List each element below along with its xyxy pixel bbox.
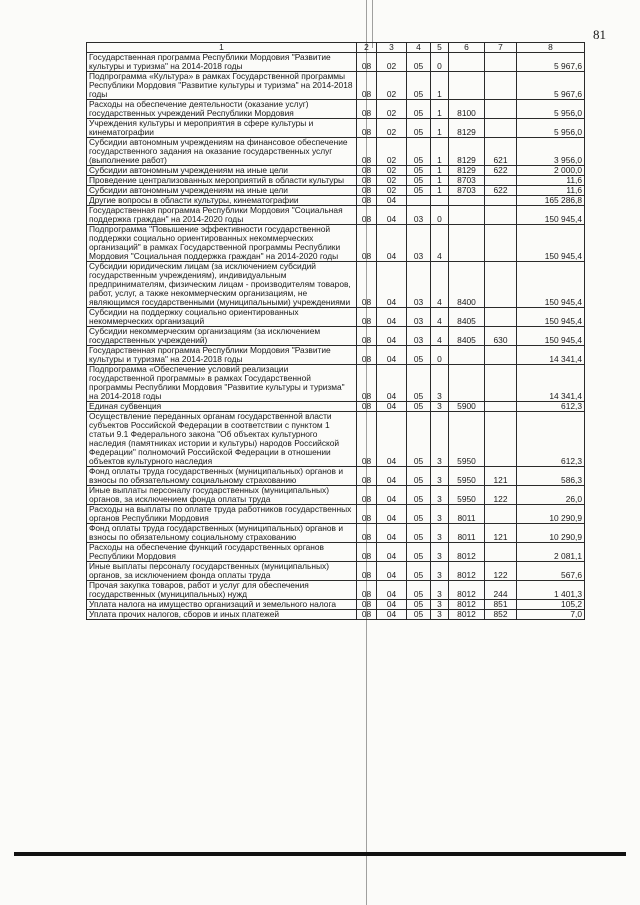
target-article-code bbox=[449, 225, 485, 262]
subsection-code: 02 bbox=[377, 53, 407, 72]
row-name: Прочая закупка товаров, работ и услуг для обеспечения государственных (муниципальных) нужд bbox=[87, 581, 357, 600]
target-article-code: 5950 bbox=[449, 486, 485, 505]
table-row bbox=[87, 346, 585, 365]
program-code: 05 bbox=[407, 119, 431, 138]
table-row bbox=[87, 600, 585, 610]
target-article-code: 8012 bbox=[449, 543, 485, 562]
amount: 10 290,9 bbox=[517, 524, 585, 543]
row-name: Субсидии юридическим лицам (за исключением субсидий государственным учреждениям), индивидуальным предпринимателям, физическим лицам - производителям товаров, работ, услуг, а также некоммерческим организациям, не являющимся государственными (муниципальными) учреждениями bbox=[87, 262, 357, 308]
program-code: 03 bbox=[407, 206, 431, 225]
subprogram-code: 3 bbox=[431, 524, 449, 543]
section-code: 08 bbox=[357, 610, 377, 620]
subsection-code: 04 bbox=[377, 206, 407, 225]
target-article-code: 8012 bbox=[449, 600, 485, 610]
subsection-code: 02 bbox=[377, 72, 407, 100]
target-article-code: 8703 bbox=[449, 186, 485, 196]
subprogram-code: 3 bbox=[431, 486, 449, 505]
row-name: Государственная программа Республики Мордовия "Социальная поддержка граждан" на 2014-2020 годы bbox=[87, 206, 357, 225]
target-article-code: 5950 bbox=[449, 467, 485, 486]
expense-type-code bbox=[485, 53, 517, 72]
expense-type-code bbox=[485, 225, 517, 262]
subsection-code: 04 bbox=[377, 402, 407, 412]
column-header-6: 6 bbox=[449, 43, 485, 53]
amount: 612,3 bbox=[517, 402, 585, 412]
amount: 567,6 bbox=[517, 562, 585, 581]
row-name: Единая субвенция bbox=[87, 402, 357, 412]
amount: 2 000,0 bbox=[517, 166, 585, 176]
expense-type-code bbox=[485, 262, 517, 308]
target-article-code: 8012 bbox=[449, 610, 485, 620]
expense-type-code bbox=[485, 346, 517, 365]
amount: 2 081,1 bbox=[517, 543, 585, 562]
subsection-code: 04 bbox=[377, 196, 407, 206]
column-header-1: 1 bbox=[87, 43, 357, 53]
section-code: 08 bbox=[357, 562, 377, 581]
subsection-code: 04 bbox=[377, 346, 407, 365]
expense-type-code bbox=[485, 176, 517, 186]
row-name: Расходы на обеспечение деятельности (оказание услуг) государственных учреждений Республики Мордовия bbox=[87, 100, 357, 119]
target-article-code: 8129 bbox=[449, 166, 485, 176]
subprogram-code: 1 bbox=[431, 186, 449, 196]
row-name: Государственная программа Республики Мордовия "Развитие культуры и туризма" на 2014-2018 годы bbox=[87, 346, 357, 365]
program-code: 05 bbox=[407, 600, 431, 610]
target-article-code: 8012 bbox=[449, 581, 485, 600]
table-row bbox=[87, 119, 585, 138]
subprogram-code: 0 bbox=[431, 346, 449, 365]
program-code: 05 bbox=[407, 402, 431, 412]
target-article-code bbox=[449, 206, 485, 225]
subprogram-code: 3 bbox=[431, 543, 449, 562]
table-row bbox=[87, 196, 585, 206]
expense-type-code bbox=[485, 365, 517, 402]
row-name: Субсидии автономным учреждениям на иные цели bbox=[87, 166, 357, 176]
row-name: Иные выплаты персоналу государственных (муниципальных) органов, за исключением фонда оплаты труда bbox=[87, 486, 357, 505]
expense-type-code: 630 bbox=[485, 327, 517, 346]
expense-type-code: 852 bbox=[485, 610, 517, 620]
table-row bbox=[87, 365, 585, 402]
section-code: 08 bbox=[357, 262, 377, 308]
expense-type-code: 622 bbox=[485, 166, 517, 176]
program-code: 05 bbox=[407, 562, 431, 581]
subprogram-code: 3 bbox=[431, 562, 449, 581]
section-code: 08 bbox=[357, 225, 377, 262]
target-article-code: 8012 bbox=[449, 562, 485, 581]
section-code: 08 bbox=[357, 524, 377, 543]
program-code: 05 bbox=[407, 166, 431, 176]
amount: 26,0 bbox=[517, 486, 585, 505]
row-name: Субсидии некоммерческим организациям (за исключением государственных учреждений) bbox=[87, 327, 357, 346]
subprogram-code: 3 bbox=[431, 402, 449, 412]
expense-type-code bbox=[485, 72, 517, 100]
section-code: 08 bbox=[357, 196, 377, 206]
subsection-code: 04 bbox=[377, 467, 407, 486]
subsection-code: 02 bbox=[377, 166, 407, 176]
section-code: 08 bbox=[357, 505, 377, 524]
subprogram-code: 4 bbox=[431, 225, 449, 262]
table-row bbox=[87, 610, 585, 620]
subprogram-code: 3 bbox=[431, 412, 449, 467]
amount: 5 956,0 bbox=[517, 100, 585, 119]
section-code: 08 bbox=[357, 166, 377, 176]
target-article-code: 8100 bbox=[449, 100, 485, 119]
row-name: Уплата прочих налогов, сборов и иных платежей bbox=[87, 610, 357, 620]
row-name: Осуществление переданных органам государственной власти субъектов Российской Федерации в соответствии с пунктом 1 статьи 9.1 Федерального закона "Об объектах культурного наследия (памятниках истории и культуры) народов Российской Федерации" полномочий Российской Федерации в отношении объектов культурного наследия bbox=[87, 412, 357, 467]
subprogram-code: 1 bbox=[431, 100, 449, 119]
subsection-code: 04 bbox=[377, 327, 407, 346]
subsection-code: 04 bbox=[377, 562, 407, 581]
expense-type-code bbox=[485, 505, 517, 524]
program-code: 05 bbox=[407, 543, 431, 562]
section-code: 08 bbox=[357, 600, 377, 610]
program-code: 03 bbox=[407, 327, 431, 346]
program-code: 05 bbox=[407, 346, 431, 365]
amount: 1 401,3 bbox=[517, 581, 585, 600]
target-article-code: 5900 bbox=[449, 402, 485, 412]
table-header-row bbox=[87, 43, 585, 53]
column-header-3: 3 bbox=[377, 43, 407, 53]
table-row bbox=[87, 486, 585, 505]
section-code: 08 bbox=[357, 365, 377, 402]
table-row bbox=[87, 327, 585, 346]
amount: 14 341,4 bbox=[517, 365, 585, 402]
section-code: 08 bbox=[357, 119, 377, 138]
table-row bbox=[87, 402, 585, 412]
subprogram-code bbox=[431, 196, 449, 206]
subsection-code: 02 bbox=[377, 119, 407, 138]
subsection-code: 04 bbox=[377, 524, 407, 543]
row-name: Иные выплаты персоналу государственных (муниципальных) органов, за исключением фонда оплаты труда bbox=[87, 562, 357, 581]
row-name: Расходы на выплаты по оплате труда работников государственных органов Республики Мордовия bbox=[87, 505, 357, 524]
program-code: 05 bbox=[407, 72, 431, 100]
program-code: 05 bbox=[407, 53, 431, 72]
amount: 586,3 bbox=[517, 467, 585, 486]
subsection-code: 04 bbox=[377, 412, 407, 467]
amount: 150 945,4 bbox=[517, 225, 585, 262]
row-name: Другие вопросы в области культуры, кинематографии bbox=[87, 196, 357, 206]
column-header-2: 2 bbox=[357, 43, 377, 53]
subsection-code: 02 bbox=[377, 100, 407, 119]
section-code: 08 bbox=[357, 206, 377, 225]
section-code: 08 bbox=[357, 543, 377, 562]
target-article-code: 8129 bbox=[449, 138, 485, 166]
expense-type-code: 121 bbox=[485, 524, 517, 543]
table-row bbox=[87, 166, 585, 176]
table-row bbox=[87, 138, 585, 166]
target-article-code bbox=[449, 196, 485, 206]
program-code: 03 bbox=[407, 225, 431, 262]
row-name: Подпрограмма «Обеспечение условий реализации государственной программы» в рамках Государственной программы Республики Мордовия "Развитие культуры и туризма" на 2014-2018 годы bbox=[87, 365, 357, 402]
subprogram-code: 1 bbox=[431, 176, 449, 186]
subprogram-code: 0 bbox=[431, 53, 449, 72]
amount: 612,3 bbox=[517, 412, 585, 467]
table-row bbox=[87, 562, 585, 581]
subprogram-code: 4 bbox=[431, 262, 449, 308]
section-code: 08 bbox=[357, 138, 377, 166]
expense-type-code: 851 bbox=[485, 600, 517, 610]
row-name: Расходы на обеспечение функций государственных органов Республики Мордовия bbox=[87, 543, 357, 562]
subprogram-code: 0 bbox=[431, 206, 449, 225]
expense-type-code bbox=[485, 206, 517, 225]
subprogram-code: 1 bbox=[431, 72, 449, 100]
scan-bottom-edge bbox=[14, 852, 626, 856]
expense-type-code: 621 bbox=[485, 138, 517, 166]
program-code: 05 bbox=[407, 365, 431, 402]
table-row bbox=[87, 72, 585, 100]
expense-type-code bbox=[485, 196, 517, 206]
row-name: Учреждения культуры и мероприятия в сфере культуры и кинематографии bbox=[87, 119, 357, 138]
row-name: Уплата налога на имущество организаций и земельного налога bbox=[87, 600, 357, 610]
expense-type-code bbox=[485, 100, 517, 119]
subsection-code: 04 bbox=[377, 610, 407, 620]
target-article-code: 8405 bbox=[449, 327, 485, 346]
section-code: 08 bbox=[357, 176, 377, 186]
program-code: 05 bbox=[407, 610, 431, 620]
table-row bbox=[87, 581, 585, 600]
program-code: 05 bbox=[407, 467, 431, 486]
target-article-code bbox=[449, 346, 485, 365]
program-code: 05 bbox=[407, 100, 431, 119]
subsection-code: 04 bbox=[377, 581, 407, 600]
section-code: 08 bbox=[357, 327, 377, 346]
table-row bbox=[87, 543, 585, 562]
program-code: 03 bbox=[407, 308, 431, 327]
subprogram-code: 1 bbox=[431, 119, 449, 138]
section-code: 08 bbox=[357, 100, 377, 119]
expense-type-code: 622 bbox=[485, 186, 517, 196]
table-row bbox=[87, 467, 585, 486]
subprogram-code: 4 bbox=[431, 327, 449, 346]
expense-type-code bbox=[485, 308, 517, 327]
expense-type-code bbox=[485, 119, 517, 138]
binding-crease-line-secondary bbox=[372, 0, 373, 48]
amount: 5 967,6 bbox=[517, 53, 585, 72]
section-code: 08 bbox=[357, 186, 377, 196]
subprogram-code: 3 bbox=[431, 610, 449, 620]
expense-type-code: 121 bbox=[485, 467, 517, 486]
program-code bbox=[407, 196, 431, 206]
program-code: 05 bbox=[407, 486, 431, 505]
program-code: 05 bbox=[407, 412, 431, 467]
table-body bbox=[87, 53, 585, 620]
subsection-code: 04 bbox=[377, 365, 407, 402]
target-article-code bbox=[449, 365, 485, 402]
subprogram-code: 4 bbox=[431, 308, 449, 327]
amount: 14 341,4 bbox=[517, 346, 585, 365]
table-row bbox=[87, 225, 585, 262]
subprogram-code: 3 bbox=[431, 600, 449, 610]
subprogram-code: 1 bbox=[431, 166, 449, 176]
expense-type-code: 122 bbox=[485, 486, 517, 505]
target-article-code: 8011 bbox=[449, 524, 485, 543]
program-code: 05 bbox=[407, 186, 431, 196]
section-code: 08 bbox=[357, 72, 377, 100]
expense-type-code bbox=[485, 543, 517, 562]
amount: 105,2 bbox=[517, 600, 585, 610]
table-row bbox=[87, 524, 585, 543]
amount: 11,6 bbox=[517, 186, 585, 196]
budget-table bbox=[86, 42, 585, 620]
expense-type-code bbox=[485, 412, 517, 467]
expense-type-code: 122 bbox=[485, 562, 517, 581]
amount: 165 286,8 bbox=[517, 196, 585, 206]
row-name: Субсидии автономным учреждениям на иные цели bbox=[87, 186, 357, 196]
subsection-code: 02 bbox=[377, 176, 407, 186]
subprogram-code: 3 bbox=[431, 581, 449, 600]
amount: 150 945,4 bbox=[517, 327, 585, 346]
section-code: 08 bbox=[357, 412, 377, 467]
amount: 150 945,4 bbox=[517, 308, 585, 327]
subsection-code: 02 bbox=[377, 138, 407, 166]
subprogram-code: 3 bbox=[431, 467, 449, 486]
target-article-code: 8400 bbox=[449, 262, 485, 308]
section-code: 08 bbox=[357, 308, 377, 327]
amount: 5 967,6 bbox=[517, 72, 585, 100]
table-row bbox=[87, 505, 585, 524]
program-code: 03 bbox=[407, 262, 431, 308]
column-header-7: 7 bbox=[485, 43, 517, 53]
amount: 11,6 bbox=[517, 176, 585, 186]
subsection-code: 04 bbox=[377, 486, 407, 505]
target-article-code: 8011 bbox=[449, 505, 485, 524]
section-code: 08 bbox=[357, 486, 377, 505]
target-article-code bbox=[449, 72, 485, 100]
table-row bbox=[87, 186, 585, 196]
program-code: 05 bbox=[407, 581, 431, 600]
subsection-code: 02 bbox=[377, 186, 407, 196]
subsection-code: 04 bbox=[377, 543, 407, 562]
amount: 5 956,0 bbox=[517, 119, 585, 138]
program-code: 05 bbox=[407, 505, 431, 524]
page-number: 81 bbox=[593, 27, 606, 42]
subsection-code: 04 bbox=[377, 225, 407, 262]
row-name: Подпрограмма «Культура» в рамках Государственной программы Республики Мордовия "Развитие культуры и туризма" на 2014-2018 годы bbox=[87, 72, 357, 100]
target-article-code: 8405 bbox=[449, 308, 485, 327]
section-code: 08 bbox=[357, 467, 377, 486]
table-row bbox=[87, 308, 585, 327]
target-article-code bbox=[449, 53, 485, 72]
row-name: Субсидии автономным учреждениям на финансовое обеспечение государственного задания на оказание государственных услуг (выполнение работ) bbox=[87, 138, 357, 166]
table-row bbox=[87, 100, 585, 119]
target-article-code: 8703 bbox=[449, 176, 485, 186]
amount: 3 956,0 bbox=[517, 138, 585, 166]
subsection-code: 04 bbox=[377, 505, 407, 524]
expense-type-code: 244 bbox=[485, 581, 517, 600]
subsection-code: 04 bbox=[377, 600, 407, 610]
table-row bbox=[87, 176, 585, 186]
row-name: Субсидии на поддержку социально ориентированных некоммерческих организаций bbox=[87, 308, 357, 327]
section-code: 08 bbox=[357, 53, 377, 72]
program-code: 05 bbox=[407, 176, 431, 186]
subprogram-code: 3 bbox=[431, 505, 449, 524]
target-article-code: 8129 bbox=[449, 119, 485, 138]
row-name: Подпрограмма "Повышение эффективности государственной поддержки социально ориентированных некоммерческих организаций" в рамках Государственной программы Республики Мордовия "Социальная поддержка граждан" на 2014-2020 годы bbox=[87, 225, 357, 262]
table-row bbox=[87, 412, 585, 467]
column-header-8: 8 bbox=[517, 43, 585, 53]
row-name: Государственная программа Республики Мордовия "Развитие культуры и туризма" на 2014-2018 годы bbox=[87, 53, 357, 72]
budget-table-container bbox=[86, 42, 584, 620]
table-row bbox=[87, 53, 585, 72]
subsection-code: 04 bbox=[377, 308, 407, 327]
subsection-code: 04 bbox=[377, 262, 407, 308]
table-row bbox=[87, 262, 585, 308]
table-row bbox=[87, 206, 585, 225]
column-header-4: 4 bbox=[407, 43, 431, 53]
amount: 150 945,4 bbox=[517, 262, 585, 308]
row-name: Фонд оплаты труда государственных (муниципальных) органов и взносы по обязательному социальному страхованию bbox=[87, 467, 357, 486]
amount: 7,0 bbox=[517, 610, 585, 620]
target-article-code: 5950 bbox=[449, 412, 485, 467]
subprogram-code: 1 bbox=[431, 138, 449, 166]
column-header-5: 5 bbox=[431, 43, 449, 53]
expense-type-code bbox=[485, 402, 517, 412]
row-name: Фонд оплаты труда государственных (муниципальных) органов и взносы по обязательному социальному страхованию bbox=[87, 524, 357, 543]
section-code: 08 bbox=[357, 346, 377, 365]
subprogram-code: 3 bbox=[431, 365, 449, 402]
program-code: 05 bbox=[407, 524, 431, 543]
amount: 10 290,9 bbox=[517, 505, 585, 524]
section-code: 08 bbox=[357, 581, 377, 600]
amount: 150 945,4 bbox=[517, 206, 585, 225]
row-name: Проведение централизованных мероприятий в области культуры bbox=[87, 176, 357, 186]
section-code: 08 bbox=[357, 402, 377, 412]
program-code: 05 bbox=[407, 138, 431, 166]
